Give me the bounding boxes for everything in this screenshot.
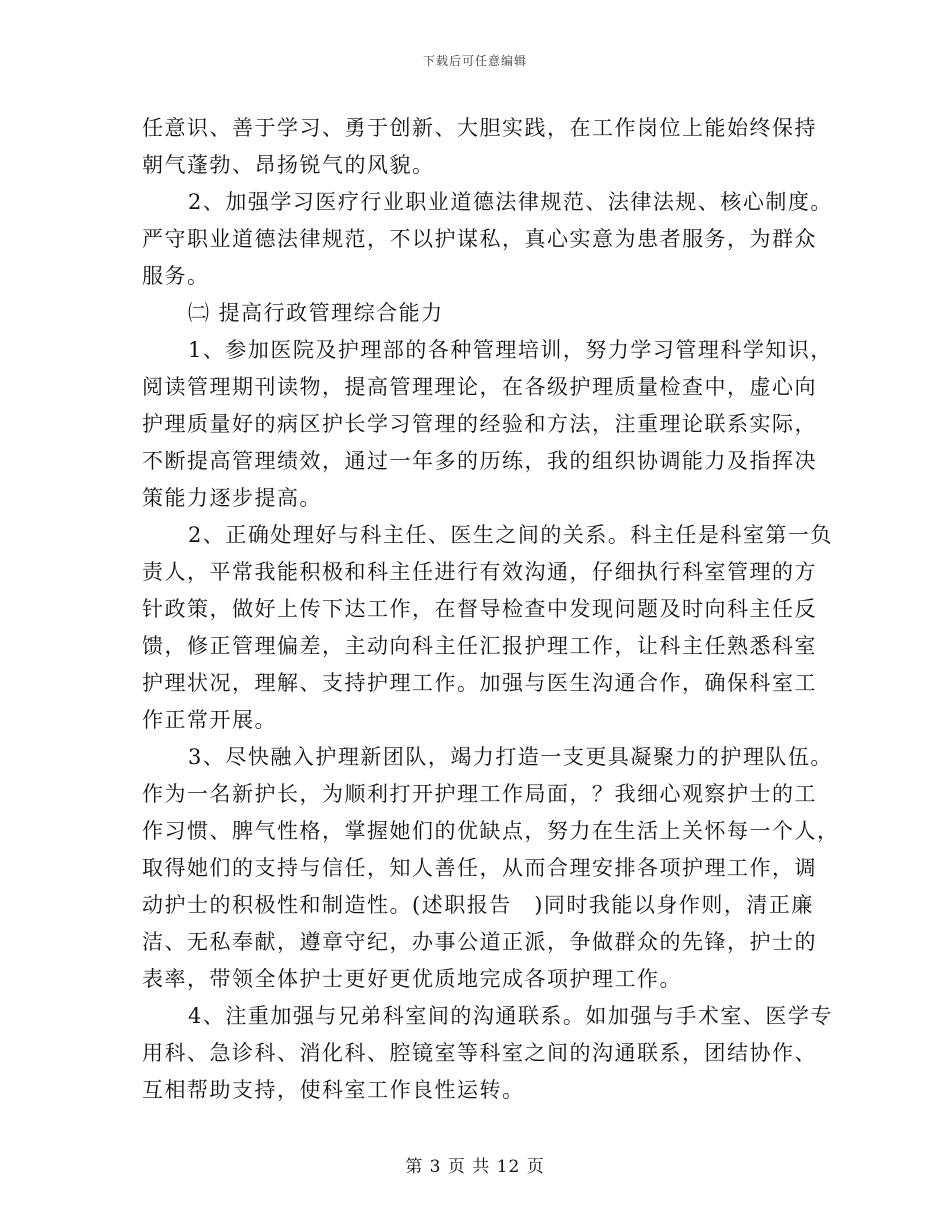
body-line: 严守职业道德法律规范，不以护谋私，真心实意为患者服务，为群众	[142, 227, 817, 251]
body-line: 阅读管理期刊读物，提高管理理论，在各级护理质量检查中，虚心向	[142, 375, 817, 399]
body-line: 护理质量好的病区护长学习管理的经验和方法，注重理论联系实际，	[142, 412, 817, 436]
body-line: 责人，平常我能积极和科主任进行有效沟通，仔细执行科室管理的方	[142, 560, 817, 584]
body-line: 朝气蓬勃、昂扬锐气的风貌。	[142, 153, 435, 177]
paragraph-start-line: 2、正确处理好与科主任、医生之间的关系。科主任是科室第一负	[188, 523, 833, 547]
body-line: 任意识、善于学习、勇于创新、大胆实践，在工作岗位上能始终保持	[142, 116, 817, 140]
paragraph-start-line: 3、尽快融入护理新团队，竭力打造一支更具凝聚力的护理队伍。	[188, 745, 833, 769]
body-line: 作为一名新护长，为顺利打开护理工作局面，？我细心观察护士的工	[142, 782, 817, 806]
paragraph-start-line: 4、注重加强与兄弟科室间的沟通联系。如加强与手术室、医学专	[188, 1004, 833, 1028]
body-line: 针政策，做好上传下达工作，在督导检查中发现问题及时向科主任反	[142, 597, 817, 621]
body-line: 用科、急诊科、消化科、腔镜室等科室之间的沟通联系，团结协作、	[142, 1041, 817, 1065]
body-line: 洁、无私奉献，遵章守纪，办事公道正派，争做群众的先锋，护士的	[142, 930, 817, 954]
body-line: 作习惯、脾气性格，掌握她们的优缺点，努力在生活上关怀每一个人，	[142, 819, 840, 843]
body-line: 取得她们的支持与信任，知人善任，从而合理安排各项护理工作，调	[142, 856, 817, 880]
paragraph-start-line: 1、参加医院及护理部的各种管理培训，努力学习管理科学知识，	[188, 338, 833, 362]
paragraph-start-line: 2、加强学习医疗行业职业道德法律规范、法律法规、核心制度。	[188, 190, 833, 214]
body-line: 服务。	[142, 264, 210, 288]
section-heading: ㈡ 提高行政管理综合能力	[188, 301, 444, 325]
document-body	[142, 110, 840, 1109]
body-line: 作正常开展。	[142, 708, 277, 732]
page-header: 下载后可任意编辑	[422, 54, 527, 68]
body-line: 动护士的积极性和制造性。(述职报告 )同时我能以身作则，清正廉	[142, 893, 814, 917]
page-footer: 第 3 页 共 12 页	[405, 1157, 545, 1177]
body-line: 策能力逐步提高。	[142, 486, 322, 510]
body-line: 互相帮助支持，使科室工作良性运转。	[142, 1078, 525, 1102]
body-line: 表率，带领全体护士更好更优质地完成各项护理工作。	[142, 967, 682, 991]
body-line: 馈，修正管理偏差，主动向科主任汇报护理工作，让科主任熟悉科室	[142, 634, 817, 658]
body-line: 不断提高管理绩效，通过一年多的历练，我的组织协调能力及指挥决	[142, 449, 817, 473]
body-line: 护理状况，理解、支持护理工作。加强与医生沟通合作，确保科室工	[142, 671, 817, 695]
